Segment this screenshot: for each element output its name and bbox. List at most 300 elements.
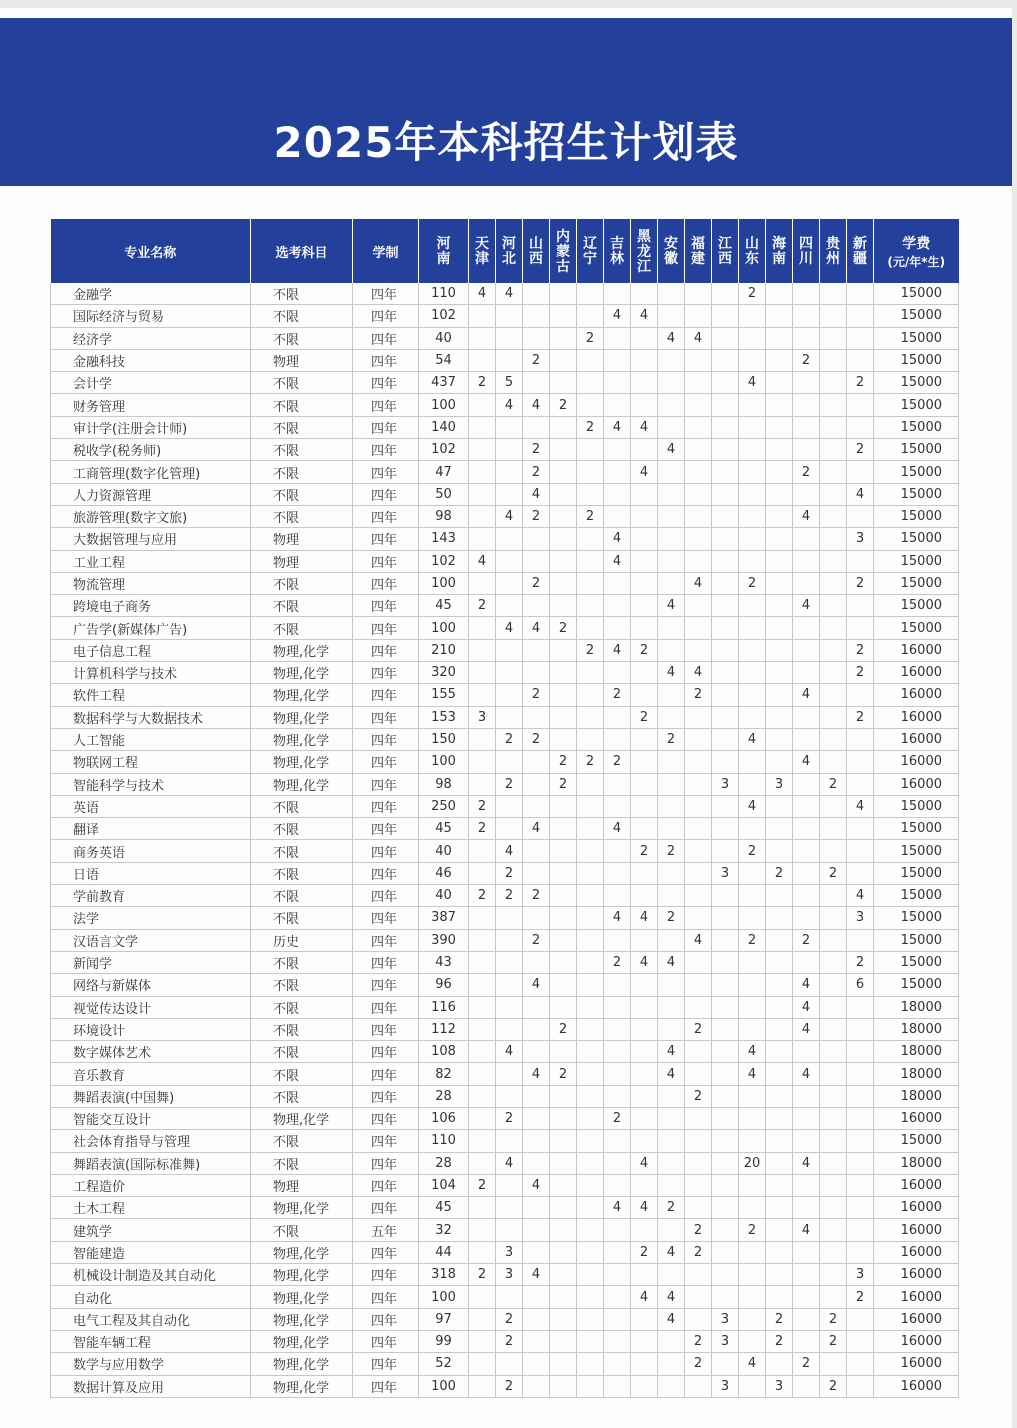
subject-cell: 不限	[251, 1219, 353, 1241]
province-quota-cell: 4	[658, 1041, 685, 1063]
province-quota-cell	[793, 1130, 820, 1152]
province-quota-cell	[604, 1219, 631, 1241]
province-quota-cell: 2	[550, 1063, 577, 1085]
province-quota-cell	[577, 773, 604, 795]
province-quota-cell: 2	[496, 1330, 523, 1352]
province-quota-cell: 4	[604, 416, 631, 438]
province-quota-cell	[631, 283, 658, 305]
province-quota-cell: 2	[820, 862, 847, 884]
header-province	[847, 219, 874, 283]
study-years-cell: 四年	[353, 461, 419, 483]
province-quota-cell	[604, 439, 631, 461]
province-quota-cell	[523, 1241, 550, 1263]
province-quota-cell	[496, 974, 523, 996]
province-quota-cell: 2	[685, 1018, 712, 1040]
province-quota-cell	[496, 1286, 523, 1308]
subject-cell: 不限	[251, 572, 353, 594]
henan-quota-cell: 100	[419, 394, 469, 416]
province-quota-cell	[739, 505, 766, 527]
province-quota-cell	[685, 706, 712, 728]
province-quota-cell	[685, 550, 712, 572]
subject-cell: 不限	[251, 505, 353, 527]
subject-cell: 物理	[251, 1174, 353, 1196]
subject-cell: 不限	[251, 595, 353, 617]
province-quota-cell	[766, 1241, 793, 1263]
province-quota-cell	[631, 862, 658, 884]
study-years-cell: 四年	[353, 1018, 419, 1040]
province-quota-cell	[658, 483, 685, 505]
province-quota-cell	[658, 1219, 685, 1241]
province-quota-cell	[550, 1041, 577, 1063]
province-quota-cell	[577, 1264, 604, 1286]
subject-cell: 物理	[251, 349, 353, 371]
province-quota-cell	[739, 818, 766, 840]
study-years-cell: 四年	[353, 728, 419, 750]
province-quota-cell: 4	[685, 662, 712, 684]
province-quota-cell	[766, 818, 793, 840]
province-quota-cell	[793, 639, 820, 661]
tuition-cell: 16000	[874, 1174, 959, 1196]
province-quota-cell	[793, 1241, 820, 1263]
province-quota-cell	[847, 751, 874, 773]
province-quota-cell	[469, 996, 496, 1018]
province-quota-cell	[496, 1174, 523, 1196]
henan-quota-cell: 102	[419, 439, 469, 461]
province-quota-cell	[469, 974, 496, 996]
province-quota-cell	[631, 974, 658, 996]
province-quota-cell	[658, 349, 685, 371]
table-row	[51, 617, 959, 639]
major-name-cell: 智能车辆工程	[51, 1330, 251, 1352]
subject-cell: 不限	[251, 818, 353, 840]
subject-cell: 物理,化学	[251, 728, 353, 750]
province-quota-cell	[793, 327, 820, 349]
province-quota-cell	[685, 1308, 712, 1330]
province-quota-cell	[820, 1085, 847, 1107]
province-quota-cell	[577, 840, 604, 862]
province-quota-cell: 2	[820, 1308, 847, 1330]
province-quota-cell: 4	[739, 372, 766, 394]
province-quota-cell	[469, 572, 496, 594]
table-row	[51, 1241, 959, 1263]
province-quota-cell	[712, 1353, 739, 1375]
province-quota-cell	[523, 1152, 550, 1174]
province-quota-cell	[739, 439, 766, 461]
province-quota-cell	[793, 1041, 820, 1063]
province-quota-cell	[793, 728, 820, 750]
tuition-cell: 18000	[874, 1018, 959, 1040]
study-years-cell: 四年	[353, 885, 419, 907]
study-years-cell: 四年	[353, 1241, 419, 1263]
province-quota-cell: 4	[496, 1041, 523, 1063]
major-name-cell: 翻译	[51, 818, 251, 840]
province-quota-cell	[550, 862, 577, 884]
province-quota-cell: 4	[658, 662, 685, 684]
province-quota-cell	[658, 394, 685, 416]
province-quota-cell	[658, 1375, 685, 1397]
province-quota-cell	[604, 1353, 631, 1375]
province-quota-cell: 4	[523, 617, 550, 639]
table-header-row	[51, 219, 959, 283]
province-quota-cell	[712, 327, 739, 349]
study-years-cell: 四年	[353, 1264, 419, 1286]
province-quota-cell	[577, 461, 604, 483]
province-quota-cell	[523, 283, 550, 305]
table-row	[51, 1063, 959, 1085]
province-quota-cell: 2	[577, 751, 604, 773]
study-years-cell: 五年	[353, 1219, 419, 1241]
subject-cell: 物理,化学	[251, 1264, 353, 1286]
province-quota-cell: 4	[604, 639, 631, 661]
table-row	[51, 439, 959, 461]
province-quota-cell	[739, 662, 766, 684]
province-quota-cell	[847, 327, 874, 349]
major-name-cell: 电子信息工程	[51, 639, 251, 661]
province-quota-cell	[496, 1063, 523, 1085]
province-quota-cell	[469, 528, 496, 550]
province-quota-cell: 2	[739, 929, 766, 951]
province-quota-cell: 2	[523, 572, 550, 594]
henan-quota-cell: 155	[419, 684, 469, 706]
province-quota-cell	[523, 773, 550, 795]
province-quota-cell	[604, 349, 631, 371]
subject-cell: 不限	[251, 885, 353, 907]
province-quota-cell	[766, 1107, 793, 1129]
province-quota-cell	[847, 818, 874, 840]
province-quota-cell: 2	[793, 929, 820, 951]
province-quota-cell	[577, 929, 604, 951]
province-quota-cell: 4	[604, 907, 631, 929]
subject-cell: 历史	[251, 929, 353, 951]
province-quota-cell: 2	[550, 773, 577, 795]
province-quota-cell	[712, 1219, 739, 1241]
province-quota-cell: 4	[604, 1197, 631, 1219]
header-province-label: 天 津	[475, 236, 489, 267]
province-quota-cell	[793, 885, 820, 907]
province-quota-cell	[658, 1174, 685, 1196]
province-quota-cell	[469, 862, 496, 884]
province-quota-cell	[550, 572, 577, 594]
province-quota-cell	[604, 461, 631, 483]
province-quota-cell	[739, 706, 766, 728]
province-quota-cell	[496, 951, 523, 973]
province-quota-cell	[577, 795, 604, 817]
henan-quota-cell: 150	[419, 728, 469, 750]
study-years-cell: 四年	[353, 929, 419, 951]
province-quota-cell	[793, 1375, 820, 1397]
table-row	[51, 996, 959, 1018]
province-quota-cell	[766, 572, 793, 594]
province-quota-cell	[604, 372, 631, 394]
province-quota-cell	[577, 1152, 604, 1174]
province-quota-cell	[685, 974, 712, 996]
province-quota-cell	[685, 349, 712, 371]
province-quota-cell: 4	[523, 1063, 550, 1085]
tuition-cell: 16000	[874, 1264, 959, 1286]
study-years-cell: 四年	[353, 327, 419, 349]
province-quota-cell	[658, 1085, 685, 1107]
province-quota-cell: 2	[550, 751, 577, 773]
subject-cell: 物理,化学	[251, 1197, 353, 1219]
header-province	[496, 219, 523, 283]
province-quota-cell	[604, 929, 631, 951]
province-quota-cell: 4	[496, 283, 523, 305]
province-quota-cell: 3	[847, 1264, 874, 1286]
province-quota-cell	[631, 505, 658, 527]
province-quota-cell	[604, 1330, 631, 1352]
province-quota-cell	[550, 929, 577, 951]
table-row	[51, 505, 959, 527]
province-quota-cell	[550, 996, 577, 1018]
province-quota-cell	[766, 394, 793, 416]
province-quota-cell	[820, 416, 847, 438]
table-row	[51, 907, 959, 929]
province-quota-cell	[469, 1063, 496, 1085]
henan-quota-cell: 112	[419, 1018, 469, 1040]
province-quota-cell	[604, 1018, 631, 1040]
province-quota-cell	[820, 840, 847, 862]
header-province-label: 安 徽	[664, 236, 678, 267]
header-province-label: 贵 州	[826, 236, 840, 267]
province-quota-cell	[712, 706, 739, 728]
major-name-cell: 计算机科学与技术	[51, 662, 251, 684]
tuition-cell: 16000	[874, 1197, 959, 1219]
subject-cell: 物理,化学	[251, 1308, 353, 1330]
province-quota-cell: 4	[496, 394, 523, 416]
province-quota-cell	[685, 528, 712, 550]
study-years-cell: 四年	[353, 996, 419, 1018]
study-years-cell: 四年	[353, 840, 419, 862]
major-name-cell: 软件工程	[51, 684, 251, 706]
province-quota-cell	[577, 617, 604, 639]
province-quota-cell	[820, 818, 847, 840]
province-quota-cell	[604, 1085, 631, 1107]
province-quota-cell: 4	[631, 951, 658, 973]
province-quota-cell	[604, 706, 631, 728]
province-quota-cell	[658, 416, 685, 438]
province-quota-cell	[739, 1085, 766, 1107]
province-quota-cell	[766, 1219, 793, 1241]
province-quota-cell	[793, 572, 820, 594]
table-row	[51, 483, 959, 505]
province-quota-cell	[685, 1197, 712, 1219]
major-name-cell: 舞蹈表演(国际标准舞)	[51, 1152, 251, 1174]
province-quota-cell	[685, 1107, 712, 1129]
province-quota-cell	[496, 795, 523, 817]
province-quota-cell	[739, 1264, 766, 1286]
province-quota-cell: 4	[523, 1174, 550, 1196]
province-quota-cell: 4	[793, 1219, 820, 1241]
study-years-cell: 四年	[353, 951, 419, 973]
province-quota-cell	[847, 1107, 874, 1129]
province-quota-cell	[604, 662, 631, 684]
province-quota-cell: 2	[685, 1353, 712, 1375]
province-quota-cell	[739, 1174, 766, 1196]
province-quota-cell	[766, 639, 793, 661]
province-quota-cell	[631, 1308, 658, 1330]
major-name-cell: 数字媒体艺术	[51, 1041, 251, 1063]
province-quota-cell	[766, 461, 793, 483]
province-quota-cell	[496, 595, 523, 617]
major-name-cell: 会计学	[51, 372, 251, 394]
province-quota-cell: 2	[847, 662, 874, 684]
table-row	[51, 706, 959, 728]
province-quota-cell	[847, 1018, 874, 1040]
province-quota-cell	[820, 394, 847, 416]
province-quota-cell	[658, 617, 685, 639]
province-quota-cell: 2	[577, 639, 604, 661]
henan-quota-cell: 100	[419, 617, 469, 639]
header-province	[469, 219, 496, 283]
table-row	[51, 327, 959, 349]
province-quota-cell	[658, 996, 685, 1018]
province-quota-cell: 2	[496, 773, 523, 795]
province-quota-cell	[550, 1308, 577, 1330]
province-quota-cell: 2	[631, 639, 658, 661]
province-quota-cell	[712, 996, 739, 1018]
table-row	[51, 416, 959, 438]
major-name-cell: 物流管理	[51, 572, 251, 594]
subject-cell: 不限	[251, 862, 353, 884]
study-years-cell: 四年	[353, 528, 419, 550]
henan-quota-cell: 318	[419, 1264, 469, 1286]
header-province	[631, 219, 658, 283]
province-quota-cell	[604, 1241, 631, 1263]
province-quota-cell	[766, 1063, 793, 1085]
province-quota-cell	[685, 595, 712, 617]
province-quota-cell: 2	[766, 862, 793, 884]
tuition-cell: 15000	[874, 372, 959, 394]
province-quota-cell	[577, 283, 604, 305]
province-quota-cell	[496, 818, 523, 840]
province-quota-cell	[739, 1130, 766, 1152]
province-quota-cell	[766, 305, 793, 327]
province-quota-cell	[712, 684, 739, 706]
province-quota-cell: 2	[658, 840, 685, 862]
province-quota-cell: 4	[847, 885, 874, 907]
province-quota-cell	[550, 372, 577, 394]
province-quota-cell: 4	[631, 1197, 658, 1219]
study-years-cell: 四年	[353, 550, 419, 572]
province-quota-cell: 4	[469, 283, 496, 305]
major-name-cell: 审计学(注册会计师)	[51, 416, 251, 438]
province-quota-cell: 2	[766, 1330, 793, 1352]
henan-quota-cell: 28	[419, 1085, 469, 1107]
province-quota-cell	[793, 1085, 820, 1107]
province-quota-cell	[469, 1107, 496, 1129]
province-quota-cell	[469, 394, 496, 416]
province-quota-cell	[631, 439, 658, 461]
province-quota-cell	[496, 483, 523, 505]
subject-cell: 不限	[251, 1041, 353, 1063]
province-quota-cell: 3	[496, 1241, 523, 1263]
province-quota-cell	[658, 572, 685, 594]
province-quota-cell	[793, 1264, 820, 1286]
table-row	[51, 1219, 959, 1241]
province-quota-cell	[766, 885, 793, 907]
province-quota-cell	[469, 1286, 496, 1308]
study-years-cell: 四年	[353, 907, 419, 929]
table-row	[51, 974, 959, 996]
province-quota-cell	[577, 349, 604, 371]
tuition-cell: 18000	[874, 1085, 959, 1107]
province-quota-cell	[469, 1041, 496, 1063]
province-quota-cell	[496, 1130, 523, 1152]
province-quota-cell	[766, 1197, 793, 1219]
study-years-cell: 四年	[353, 617, 419, 639]
province-quota-cell: 20	[739, 1152, 766, 1174]
province-quota-cell	[469, 639, 496, 661]
province-quota-cell	[496, 1353, 523, 1375]
province-quota-cell	[685, 795, 712, 817]
province-quota-cell	[820, 461, 847, 483]
subject-cell: 不限	[251, 394, 353, 416]
tuition-cell: 18000	[874, 1063, 959, 1085]
province-quota-cell	[847, 595, 874, 617]
province-quota-cell	[550, 1219, 577, 1241]
province-quota-cell	[847, 1308, 874, 1330]
tuition-cell: 15000	[874, 929, 959, 951]
province-quota-cell	[766, 662, 793, 684]
province-quota-cell	[631, 996, 658, 1018]
province-quota-cell	[523, 528, 550, 550]
province-quota-cell	[766, 1041, 793, 1063]
province-quota-cell	[550, 1107, 577, 1129]
study-years-cell: 四年	[353, 818, 419, 840]
province-quota-cell	[739, 1197, 766, 1219]
study-years-cell: 四年	[353, 1063, 419, 1085]
province-quota-cell	[577, 1174, 604, 1196]
henan-quota-cell: 98	[419, 773, 469, 795]
province-quota-cell	[739, 617, 766, 639]
subject-cell: 物理,化学	[251, 1375, 353, 1397]
province-quota-cell	[604, 862, 631, 884]
province-quota-cell	[712, 974, 739, 996]
henan-quota-cell: 100	[419, 1286, 469, 1308]
province-quota-cell	[577, 1353, 604, 1375]
henan-quota-cell: 140	[419, 416, 469, 438]
table-row	[51, 1286, 959, 1308]
province-quota-cell	[523, 840, 550, 862]
province-quota-cell	[577, 818, 604, 840]
tuition-cell: 15000	[874, 550, 959, 572]
province-quota-cell	[685, 728, 712, 750]
tuition-cell: 15000	[874, 907, 959, 929]
province-quota-cell	[658, 684, 685, 706]
province-quota-cell	[658, 1330, 685, 1352]
province-quota-cell: 2	[793, 1353, 820, 1375]
province-quota-cell: 2	[820, 1375, 847, 1397]
province-quota-cell	[712, 907, 739, 929]
study-years-cell: 四年	[353, 372, 419, 394]
province-quota-cell	[712, 1018, 739, 1040]
province-quota-cell	[766, 1018, 793, 1040]
province-quota-cell: 2	[739, 283, 766, 305]
province-quota-cell	[550, 305, 577, 327]
province-quota-cell: 2	[523, 885, 550, 907]
province-quota-cell	[847, 1085, 874, 1107]
province-quota-cell: 4	[739, 1353, 766, 1375]
study-years-cell: 四年	[353, 862, 419, 884]
province-quota-cell	[631, 572, 658, 594]
province-quota-cell	[739, 528, 766, 550]
province-quota-cell	[523, 751, 550, 773]
province-quota-cell	[523, 1018, 550, 1040]
province-quota-cell: 4	[658, 1241, 685, 1263]
province-quota-cell	[550, 1197, 577, 1219]
province-quota-cell	[793, 840, 820, 862]
province-quota-cell	[604, 595, 631, 617]
